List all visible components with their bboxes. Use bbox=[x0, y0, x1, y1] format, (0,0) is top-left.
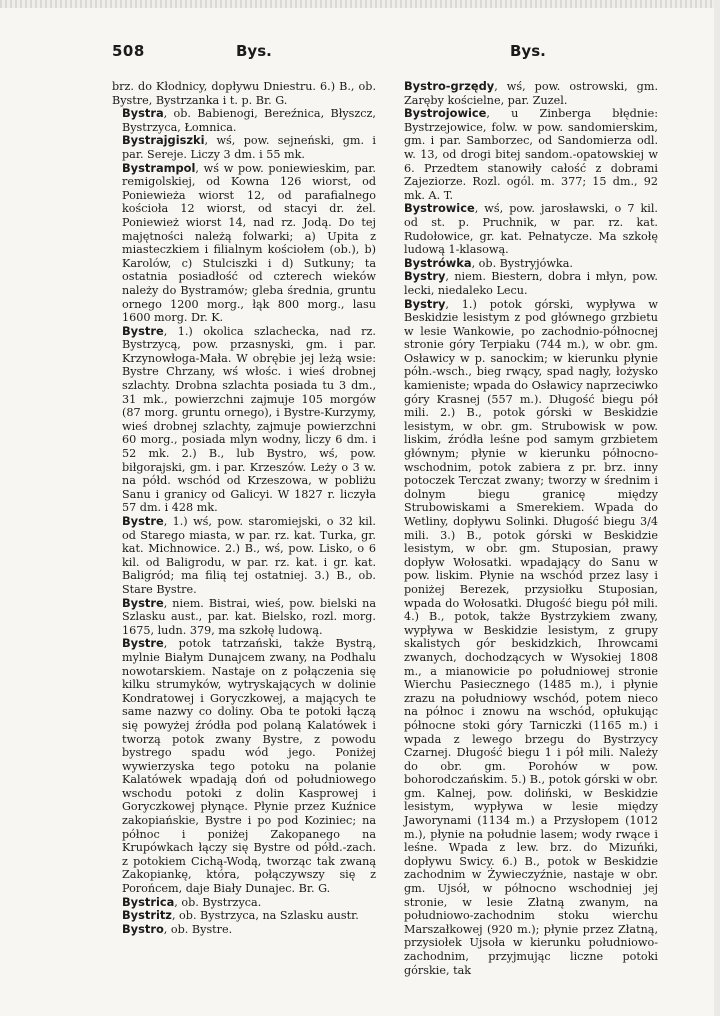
entry-headword: Bystra bbox=[122, 106, 164, 121]
entry bbox=[112, 923, 376, 937]
running-head-right: Bys. bbox=[510, 42, 546, 60]
entry bbox=[112, 909, 376, 923]
entry-text: Bystrajgiszki, wś, pow. sejneński, gm. i par. Sereje. Liczy 3 dm. i 55 mk. bbox=[122, 133, 376, 161]
entry-text: Bystrojowice, u Zinberga błędnie: Bystrzejowice, folw. w pow. sandomierskim, gm. i par. Samborzec, od Sandomierza odl. w. 13, od drogi bitej sandom.-opatowskiej w 6. Przedtem stanowiły całość z dobrami Zajeziorze. Rozl. ogól. m. 377; 15 dm., 92 mk. A. T. bbox=[404, 106, 658, 202]
entry-headword: Bystry bbox=[404, 269, 446, 284]
entry-text: Bystrówka, ob. Bystryjówka. bbox=[404, 255, 573, 270]
scan-edge-right bbox=[714, 0, 720, 1016]
entry-text: brz. do Kłodnicy, dopływu Dniestru. 6.) B., ob. Bystre, Bystrzanka i t. p. Br. G. bbox=[112, 80, 376, 107]
entry bbox=[112, 134, 376, 161]
entry-headword: Bystre bbox=[122, 323, 164, 338]
entry-text: Bystra, ob. Babienogi, Bereźnica, Błyszcz, Bystrzyca, Łomnica. bbox=[122, 106, 376, 134]
entry-text: Bystre, niem. Bistrai, wieś, pow. bielski na Szlasku aust., par. kat. Bielsko, rozl. morg. 1675, ludn. 379, ma szkołę ludową. bbox=[122, 595, 376, 637]
scan-edge bbox=[0, 0, 720, 8]
entry-headword: Bystro bbox=[122, 921, 164, 936]
entry bbox=[394, 298, 658, 978]
entry-text: Bystre, 1.) wś, pow. staromiejski, o 32 kil. od Starego miasta, w par. rz. kat. Turka, gr. kat. Michnowice. 2.) B., wś, pow. Lisko, o 6 kil. od Baligrodu, w par. rz. kat. i gr. kat. Baligród; ma filią tej ostatniej. 3.) B., ob. Stare Bystre. bbox=[122, 514, 376, 596]
entry-headword: Bystrica bbox=[122, 894, 175, 909]
entry bbox=[394, 257, 658, 271]
entry-text: Bystro, ob. Bystre. bbox=[122, 921, 233, 936]
entry bbox=[112, 80, 376, 107]
entry-headword: Bystrowice bbox=[404, 201, 475, 216]
entry bbox=[112, 896, 376, 910]
entry-text: Bystry, 1.) potok górski, wypływa w Beskidzie lesistym z pod głównego grzbietu w lesie Wankowie, po zachodnio-północnej stronie góry Terpiaku (744 m.), w obr. gm. Osławicy w p. sanockim; w kierunku płynie półn.-wsch., bieg rwący, spad nagły, łożysko kamieniste; wpada do Osławicy naprzeciwko góry Krasnej (557 m.). Długość biegu pół mili. 2.) B., potok górski w Beskidzie lesistym, w obr. gm. Strubowisk w pow. liskim, źródła leśne pod samym grzbietem głównym; płynie w kierunku północno-wschodnim, potok zabiera z pr. brz. inny potoczek Terczat zwany; tworzy w średnim i dolnym biegu granicę między Strubowiskami a Smerekiem. Wpada do Wetliny, dopływu Solinki. Długość biegu 3/4 mili. 3.) B., potok górski w Beskidzie lesistym, w obr. gm. Stuposian, prawy dopływ Wołosatki. wpadający do Sanu w pow. liskim. Płynie na wschód przez lasy i poniżej Berezek, przysiołku Stuposian, wpada do Wołosatki. Długość biegu pół mili. 4.) B., potok, także Bystrzykiem zwany, wypływa w Beskidzie lesistym, z grupy skalistych gór beskidzkich, Ihrowcami zwanych, dochodzących w Wysokiej 1808 m., a mianowicie po południowej stronie Wierchu Pasiecznego (1485 m.), i płynie zrazu na południowy wschód, potem nieco na północ i znowu na wschód, opłukując północne stoki góry Tarniczki (1165 m.) i wpada z lewego brzegu do Bystrzycy Czarnej. Długość biegu 1 i pół mili. Należy do obr. gm. Porohów w pow. bohorodczańskim. 5.) B., potok górski w obr. gm. Kalnej, pow. doliński, w Beskidzie lesistym, wypływa w lesie między Jaworynami (1134 m.) a Przysłopem (1012 m.), płynie na południe lasem; wody rwące i leśne. Wpada z lew. brz. do Mizuńki, dopływu Swicy. 6.) B., potok w Beskidzie zachodnim w Żywieczyźnie, nastaje w obr. gm. Ujsół, w północno wschodniej jej stronie, w lesie Złatną zwanym, na południowo-zachodnim stoku wierchu Marszałkowej (920 m.); płynie przez Złatną, przysiołek Ujsoła w kierunku południowo-zachodnim, przyjmując liczne potoki górskie, tak bbox=[404, 296, 658, 977]
entry-headword: Bystrówka bbox=[404, 255, 472, 270]
entry bbox=[394, 202, 658, 256]
entry-text: Bystre, 1.) okolica szlachecka, nad rz. Bystrzycą, pow. przasnyski, gm. i par. Krzynowłoga-Mała. W obrębie jej leżą wsie: Bystre Chrzany, wś włośc. i wieś drobnej szlachty. Drobna szlachta posiada tu 3 dm., 31 mk., powierzchni zajmuje 105 morgów (87 morg. gruntu ornego), i Bystre-Kurzymy, wieś drobnej szlachty, zajmuje powierzchni 60 morg., posiada mlyn wodny, liczy 6 dm. i 52 mk. 2.) B., lub Bystro, wś, pow. biłgorajski, gm. i par. Krzeszów. Leży o 3 w. na półd. wschód od Krzeszowa, w pobliżu Sanu i granicy od Galicyi. W 1827 r. liczyła 57 dm. i 428 mk. bbox=[122, 323, 376, 515]
entry-headword: Bystrojowice bbox=[404, 106, 487, 121]
entry-text: Bystrica, ob. Bystrzyca. bbox=[122, 894, 262, 909]
entry-headword: Bystre bbox=[122, 595, 164, 610]
entry bbox=[394, 80, 658, 107]
entry bbox=[112, 162, 376, 325]
entry-text: Bystrampol, wś w pow. poniewieskim, par. remigolskiej, od Kowna 126 wiorst, od Poniewieża wiorst 12, od parafialnego kościoła 12 wiorst, od stacyi dr. żel. Poniewież wiorst 14, nad rz. Jodą. Do tej majętności należą folwarki; a) Upita z miasteczkiem i filialnym kościołem (ob.), b) Karolów, c) Stulciszki i d) Sutkuny; ta ostatnia posiadłość od czterech wieków należy do Bystramów; gleba średnia, gruntu ornego 1200 morg., łąk 800 morg., lasu 1600 morg. Dr. K. bbox=[122, 160, 376, 325]
entry-text: Bystry, niem. Biestern, dobra i młyn, pow. lecki, niedaleko Lecu. bbox=[404, 269, 658, 297]
entry-headword: Bystry bbox=[404, 296, 446, 311]
entry-headword: Bystrajgiszki bbox=[122, 133, 205, 148]
entry-headword: Bystre bbox=[122, 636, 164, 651]
entry bbox=[394, 107, 658, 202]
entry bbox=[112, 325, 376, 515]
page-number: 508 bbox=[112, 42, 145, 60]
right-column bbox=[394, 80, 658, 977]
left-column bbox=[112, 80, 376, 936]
entry-text: Bystro-grzędy, wś, pow. ostrowski, gm. Zaręby kościelne, par. Zuzel. bbox=[404, 79, 658, 107]
entry bbox=[112, 107, 376, 134]
entry-text: Bystre, potok tatrzański, także Bystrą, mylnie Białym Dunajcem zwany, na Podhalu nowotarskiem. Nastaje on z połączenia się kilku strumyków, wytryskających w dolinie Kondratowej i Goryczkowej, a mających te same nazwy co doliny. Oba te potoki łączą się powyżej źródła pod polaną Kalatówek i tworzą potok zwany Bystre, z powodu bystrego spadu wód jego. Poniżej wywierzyska tego potoku na polanie Kalatówek wpadają doń od południowego wschodu potoki z dolin Kasprowej i Goryczkowej płynące. Płynie przez Kuźnice zakopiańskie, Bystre i po pod Koziniec; na północ i poniżej Zakopanego na Krupówkach łączy się Bystre od półd.-zach. z potokiem Cichą-Wodą, tworząc tak zwaną Zakopiankę, która, połączywszy się z Porońcem, daje Biały Dunajec. Br. G. bbox=[122, 636, 376, 896]
entry bbox=[112, 637, 376, 895]
entry bbox=[112, 597, 376, 638]
entry-text: Bystritz, ob. Bystrzyca, na Szlasku austr. bbox=[122, 908, 359, 923]
entry-headword: Bystritz bbox=[122, 908, 172, 923]
page-header bbox=[112, 42, 660, 64]
entry-text: Bystrowice, wś, pow. jarosławski, o 7 kil. od st. p. Pruchnik, w par. rz. kat. Rudołowice, gr. kat. Pełnatycze. Ma szkołę ludową 1-klasową. bbox=[404, 201, 658, 257]
entry-headword: Bystrampol bbox=[122, 160, 196, 175]
entry-headword: Bystre bbox=[122, 514, 164, 528]
entry bbox=[394, 270, 658, 297]
entry bbox=[112, 515, 376, 597]
entry-headword: Bystro-grzędy bbox=[404, 79, 495, 93]
running-head-left: Bys. bbox=[236, 42, 272, 60]
